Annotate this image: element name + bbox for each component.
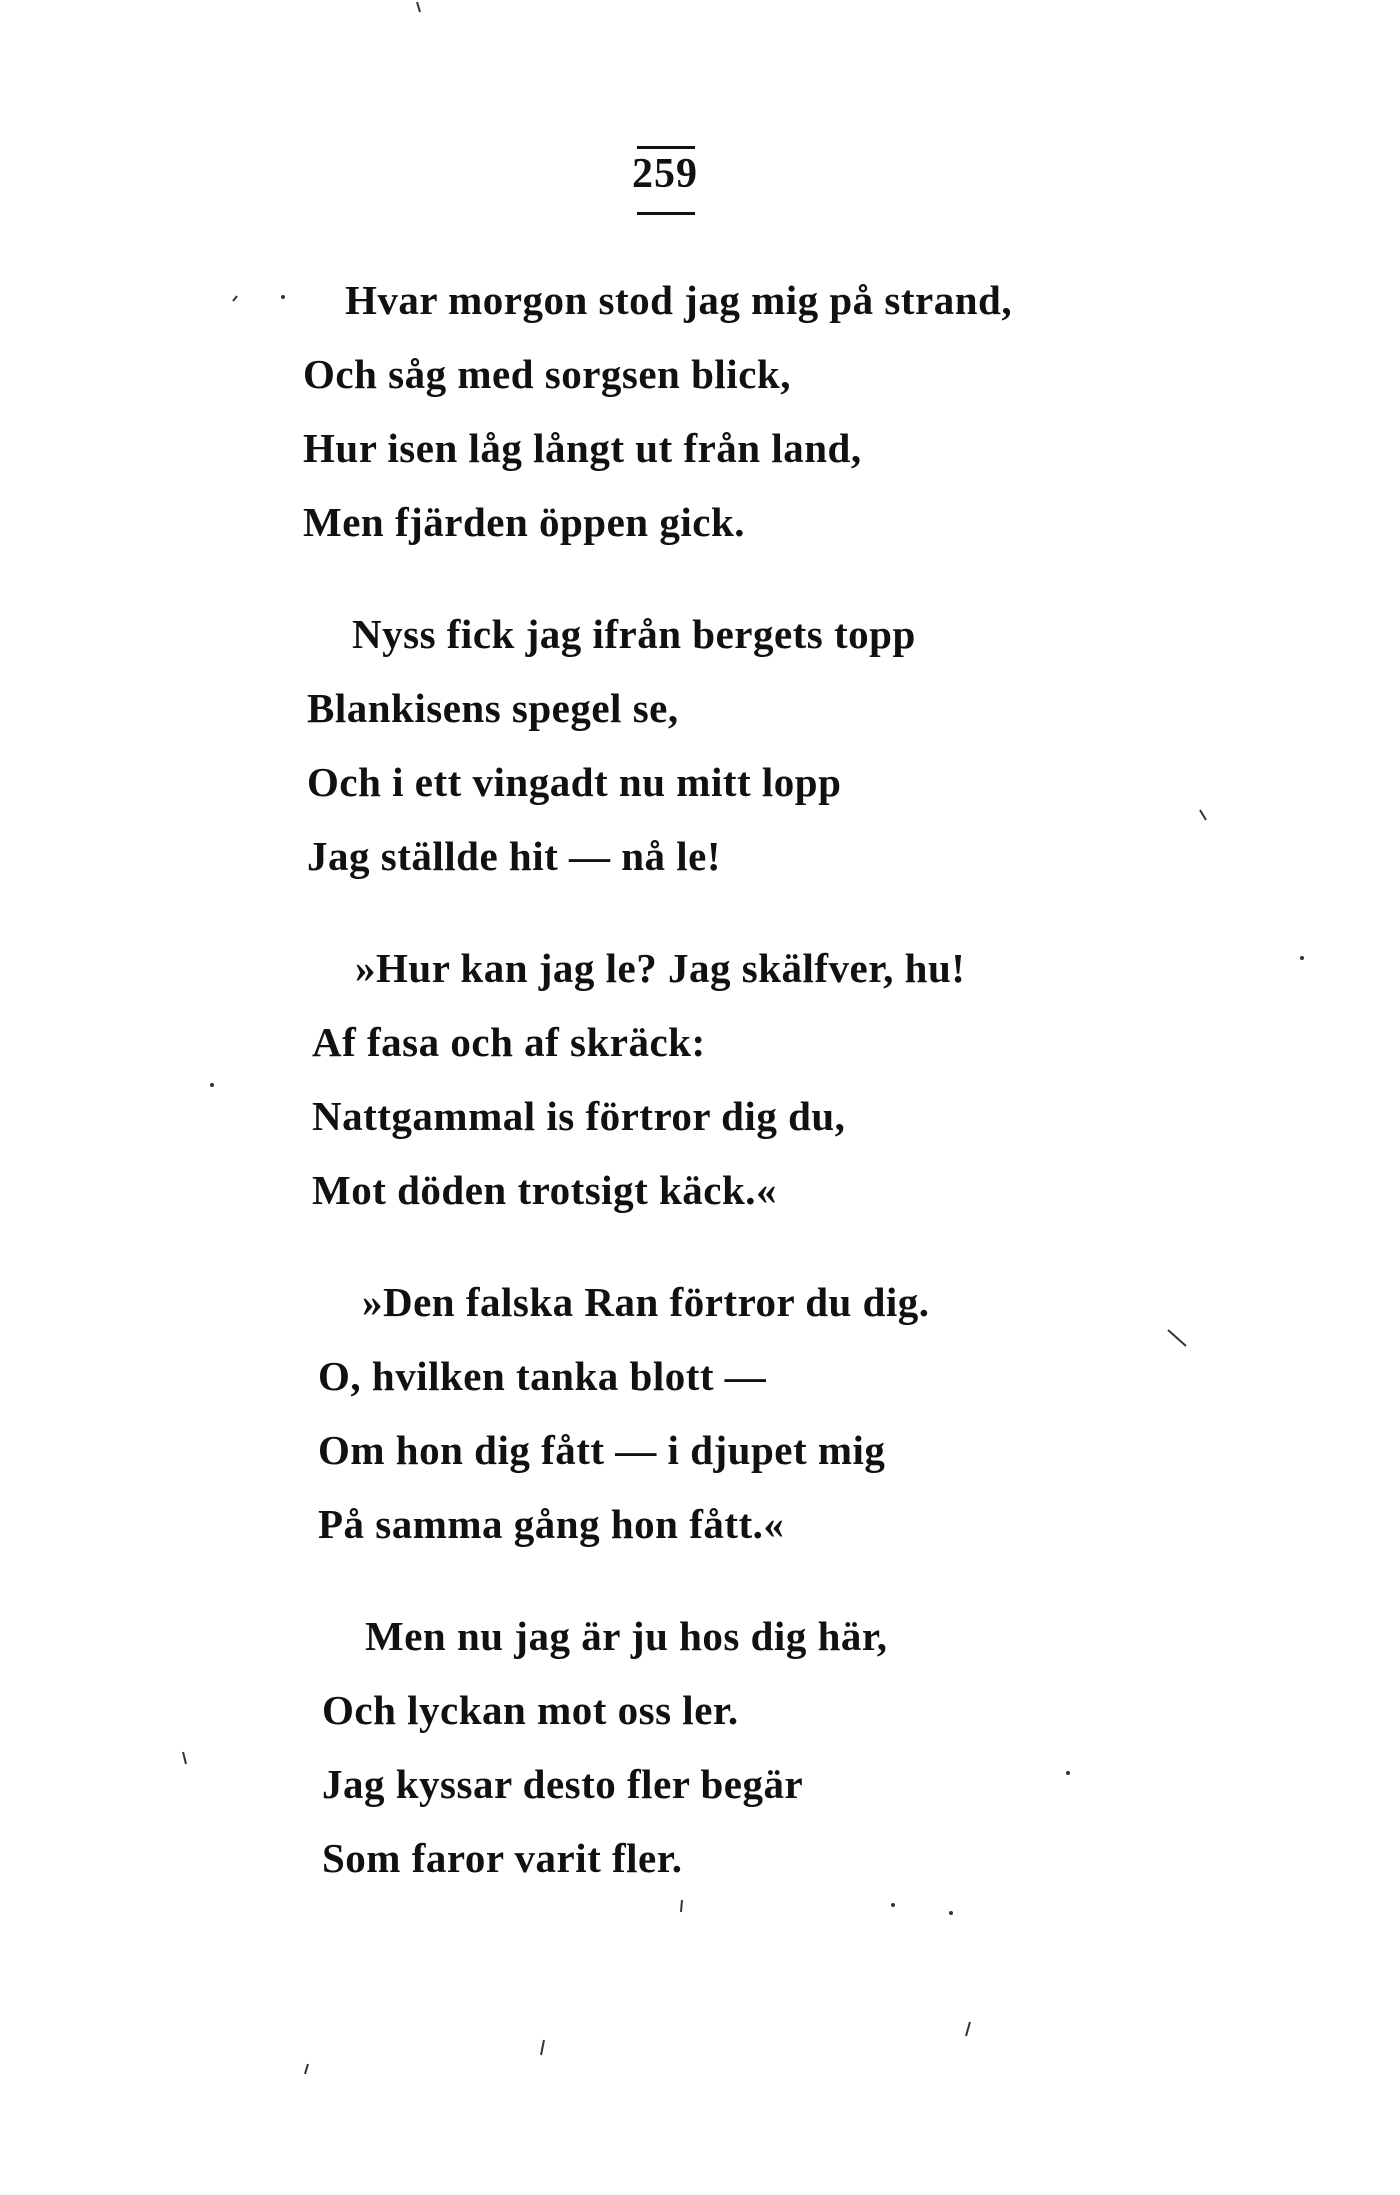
poem-line: Men nu jag är ju hos dig här, — [365, 1613, 888, 1659]
poem-line: Hvar morgon stod jag mig på strand, — [345, 277, 1013, 323]
speck — [966, 2022, 970, 2036]
speck — [681, 1900, 682, 1912]
poem-line: Om hon dig fått — i djupet mig — [318, 1427, 886, 1473]
speck — [183, 1752, 186, 1764]
poem-line: O, hvilken tanka blott — — [318, 1353, 767, 1399]
poem-line: »Den falska Ran förtror du dig. — [362, 1279, 930, 1325]
speck — [1300, 956, 1304, 960]
speck — [1066, 1771, 1070, 1775]
poem-line: Af fasa och af skräck: — [312, 1019, 706, 1065]
poem-line: Nyss fick jag ifrån bergets topp — [352, 611, 916, 657]
speck — [1168, 1330, 1186, 1346]
poem-line: Hur isen låg långt ut från land, — [303, 425, 862, 471]
poem-line: Jag kyssar desto fler begär — [322, 1761, 804, 1807]
poem-line: Som faror varit fler. — [322, 1835, 683, 1881]
speck — [233, 296, 237, 301]
poem-line: Men fjärden öppen gick. — [303, 499, 745, 545]
speck — [210, 1083, 214, 1087]
poem-line: Mot döden trotsigt käck.« — [312, 1167, 778, 1213]
poem-line: »Hur kan jag le? Jag skälfver, hu! — [355, 945, 966, 991]
poem-line: Blankisens spegel se, — [307, 685, 679, 731]
poem-line: Jag ställde hit — nå le! — [307, 833, 722, 879]
speck — [541, 2040, 544, 2055]
poem-line: Och såg med sorgsen blick, — [303, 351, 791, 397]
page-number-rule-top — [637, 146, 695, 149]
poem-line: På samma gång hon fått.« — [318, 1501, 785, 1547]
speck — [281, 295, 285, 299]
page-number-rule-bottom — [637, 212, 695, 215]
speck — [1200, 810, 1206, 820]
poem-line: Och i ett vingadt nu mitt lopp — [307, 759, 842, 805]
poem-line: Nattgammal is förtror dig du, — [312, 1093, 846, 1139]
page-number: 259 — [632, 151, 698, 197]
speck — [891, 1903, 895, 1907]
speck — [949, 1911, 953, 1915]
speck — [305, 2064, 308, 2074]
poem-line: Och lyckan mot oss ler. — [322, 1687, 739, 1733]
speck — [417, 2, 420, 12]
